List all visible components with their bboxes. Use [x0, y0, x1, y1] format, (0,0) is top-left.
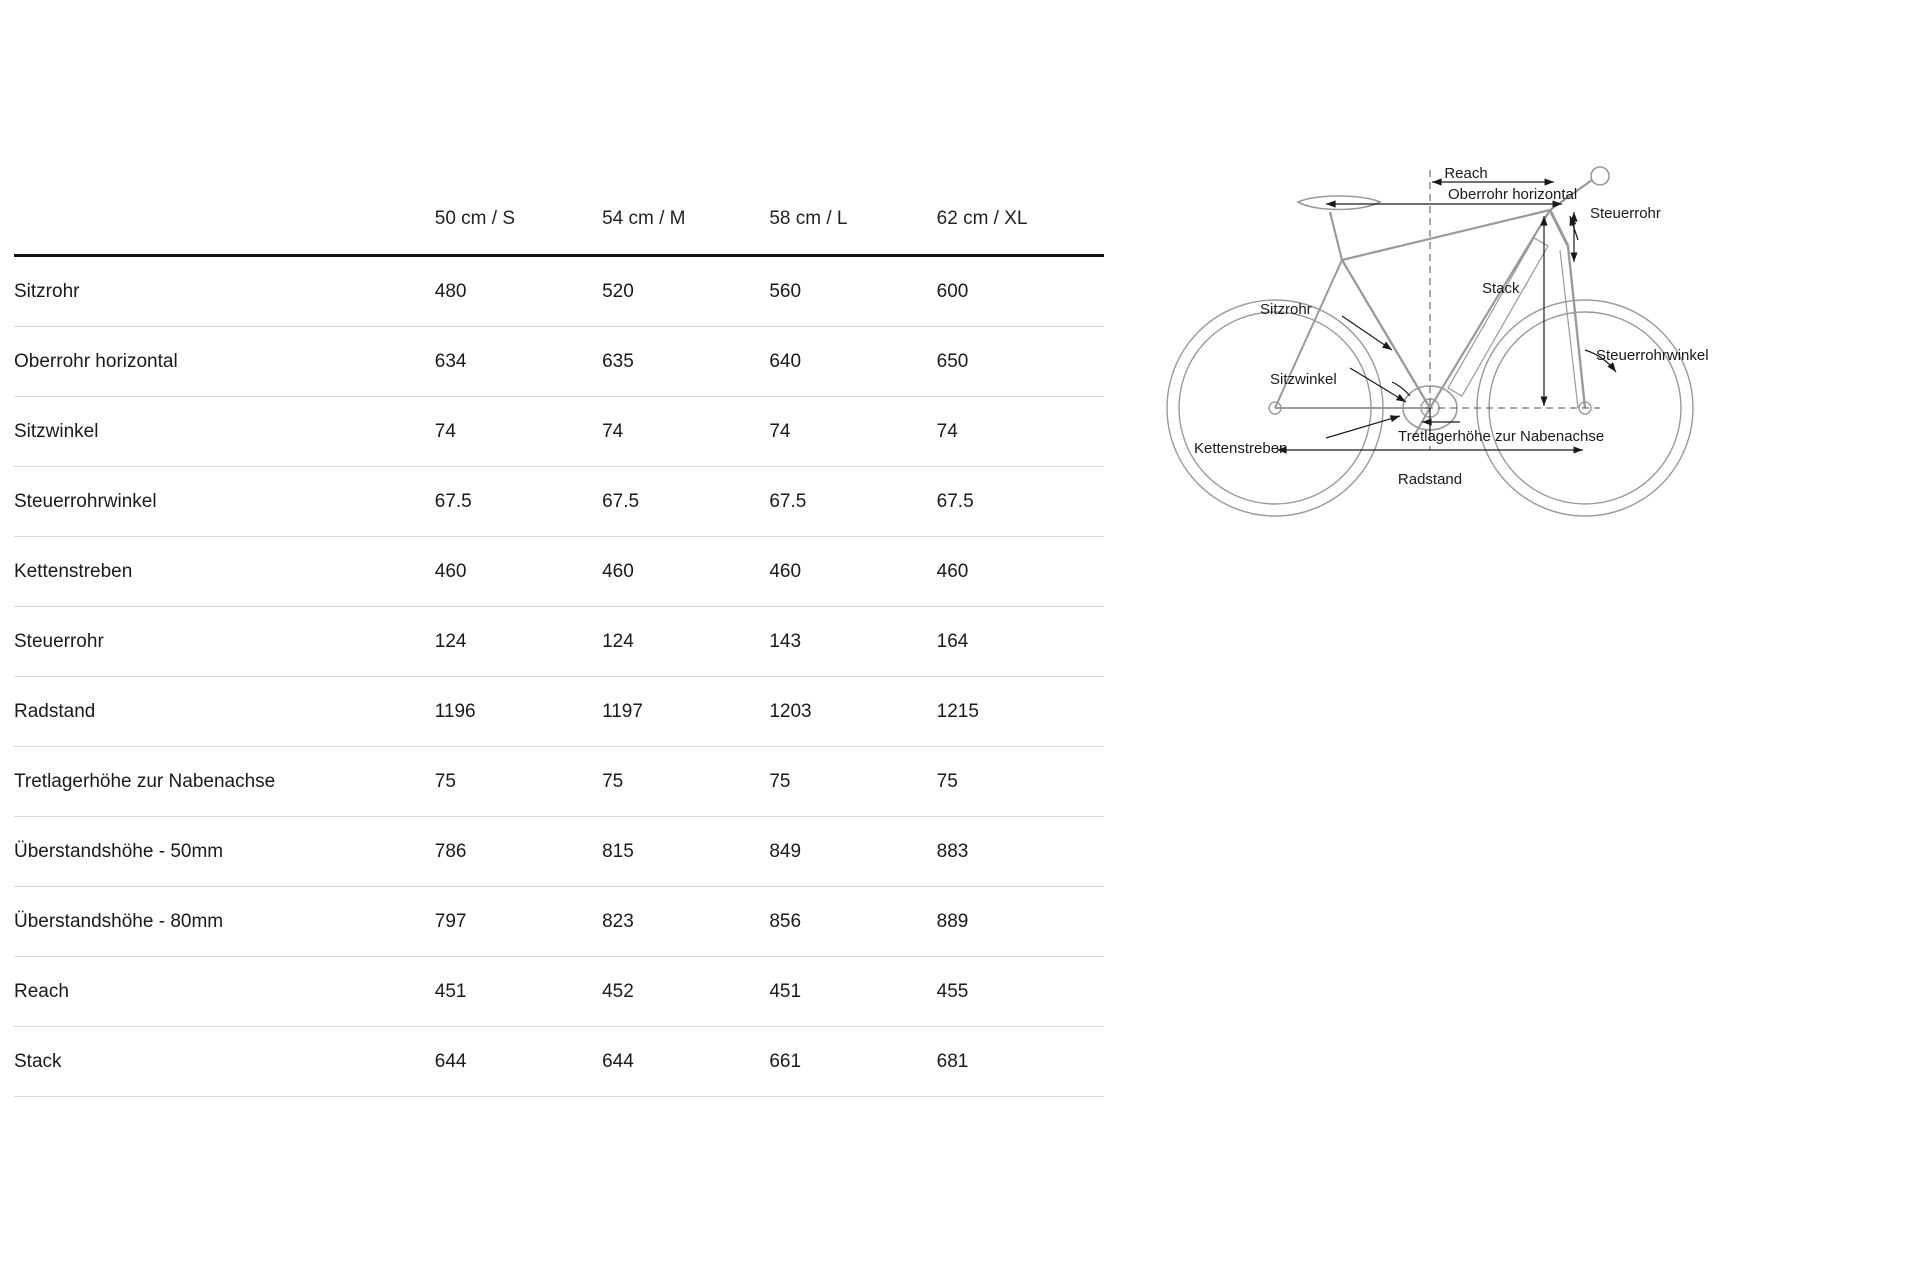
cell-value: 75: [936, 770, 958, 792]
cell-value: 143: [769, 630, 802, 652]
cell-value: 67.5: [602, 490, 640, 512]
cell-value: 67.5: [936, 490, 974, 512]
cell-value: 75: [434, 770, 456, 792]
cell-value: 74: [936, 420, 958, 442]
cell-value: 640: [769, 350, 802, 372]
cell-value: 75: [769, 770, 791, 792]
battery: [1448, 238, 1548, 396]
label-sitzrohr: Sitzrohr: [1260, 301, 1312, 318]
table-row: [14, 607, 1104, 677]
cell-value: 460: [434, 560, 467, 582]
cell-value: 452: [602, 980, 634, 1002]
column-header-size-m: 54 cm / M: [602, 208, 686, 229]
table-header: [14, 196, 1104, 256]
label-kettenstreben: Kettenstreben: [1194, 440, 1288, 457]
cell-value: 74: [602, 420, 624, 442]
table-row: [14, 1027, 1104, 1097]
cell-value: 74: [434, 420, 456, 442]
cell-value: 815: [602, 840, 634, 862]
row-label: Radstand: [14, 700, 96, 722]
column-header-size-xl: 62 cm / XL: [936, 208, 1028, 229]
label-reach: Reach: [1444, 165, 1488, 182]
table-row: [14, 256, 1104, 327]
row-label: Tretlagerhöhe zur Nabenachse: [14, 770, 276, 792]
down-tube: [1430, 210, 1550, 408]
row-label: Stack: [14, 1050, 62, 1072]
cell-value: 681: [936, 1050, 969, 1072]
cell-value: 560: [769, 280, 802, 302]
label-stack: Stack: [1482, 280, 1520, 297]
label-sitzwinkel: Sitzwinkel: [1270, 371, 1337, 388]
head-tube: [1550, 210, 1568, 246]
geometry-table-container: [14, 196, 1104, 1097]
label-steuerrohrwinkel: Steuerrohrwinkel: [1596, 347, 1709, 364]
seat-post: [1330, 212, 1342, 260]
row-label: Steuerrohrwinkel: [14, 490, 157, 512]
cell-value: 67.5: [434, 490, 472, 512]
row-label: Steuerrohr: [14, 630, 104, 652]
fork: [1568, 246, 1585, 408]
cell-value: 883: [936, 840, 969, 862]
fork-inner: [1560, 250, 1578, 408]
table-row: [14, 327, 1104, 397]
seat-tube: [1342, 260, 1430, 408]
column-header-size-s: 50 cm / S: [434, 208, 516, 229]
column-header-measure: [14, 196, 435, 256]
handlebar: [1591, 167, 1609, 185]
cell-value: 644: [602, 1050, 634, 1072]
cell-value: 460: [936, 560, 969, 582]
cell-value: 650: [936, 350, 969, 372]
row-label: Überstandshöhe - 80mm: [14, 910, 224, 932]
cell-value: 1196: [434, 700, 476, 722]
cell-value: 856: [769, 910, 802, 932]
table-row: [14, 677, 1104, 747]
row-label: Reach: [14, 980, 69, 1002]
sitzwinkel-arc: [1392, 382, 1410, 396]
row-label: Überstandshöhe - 50mm: [14, 840, 224, 862]
row-label: Kettenstreben: [14, 560, 133, 582]
table-row: [14, 887, 1104, 957]
label-steuerrohr: Steuerrohr: [1590, 205, 1661, 222]
cell-value: 460: [602, 560, 634, 582]
cell-value: 849: [769, 840, 802, 862]
cell-value: 124: [602, 630, 634, 652]
table-header-row: [14, 196, 1104, 256]
label-radstand: Radstand: [1397, 471, 1463, 488]
cell-value: 480: [434, 280, 467, 302]
table-row: [14, 817, 1104, 887]
table-row: [14, 537, 1104, 607]
row-label: Sitzwinkel: [14, 420, 99, 442]
cell-value: 889: [936, 910, 969, 932]
table-body: [14, 256, 1104, 1097]
cell-value: 451: [434, 980, 467, 1002]
cell-value: 455: [936, 980, 969, 1002]
cell-value: 75: [602, 770, 624, 792]
column-header-size-l: 58 cm / L: [769, 208, 848, 229]
cell-value: 451: [769, 980, 802, 1002]
table-row: [14, 397, 1104, 467]
table-row: [14, 747, 1104, 817]
row-label: Sitzrohr: [14, 280, 80, 302]
cell-value: 164: [936, 630, 969, 652]
table-row: [14, 957, 1104, 1027]
label-tretlagerhoehe: Tretlagerhöhe zur Nabenachse: [1398, 428, 1605, 445]
cell-value: 644: [434, 1050, 467, 1072]
cell-value: 1203: [769, 700, 812, 722]
cell-value: 797: [434, 910, 467, 932]
bike-geometry-diagram: [1130, 150, 1900, 570]
cell-value: 1197: [602, 700, 643, 722]
geometry-table: [14, 196, 1104, 1097]
cell-value: 460: [769, 560, 802, 582]
cell-value: 786: [434, 840, 467, 862]
down-tube-top-tube: [1342, 210, 1550, 408]
saddle: [1298, 196, 1380, 210]
row-label: Oberrohr horizontal: [14, 350, 178, 372]
cell-value: 124: [434, 630, 467, 652]
cell-value: 600: [936, 280, 969, 302]
cell-value: 520: [602, 280, 634, 302]
diagram-labels: [1194, 165, 1709, 488]
table-row: [14, 467, 1104, 537]
cell-value: 1215: [936, 700, 979, 722]
cell-value: 67.5: [769, 490, 807, 512]
cell-value: 823: [602, 910, 634, 932]
cell-value: 635: [602, 350, 634, 372]
cell-value: 634: [434, 350, 467, 372]
kettenstreben-leader: [1326, 416, 1400, 438]
cell-value: 74: [769, 420, 791, 442]
label-oberrohr: Oberrohr horizontal: [1448, 186, 1578, 203]
cell-value: 661: [769, 1050, 802, 1072]
